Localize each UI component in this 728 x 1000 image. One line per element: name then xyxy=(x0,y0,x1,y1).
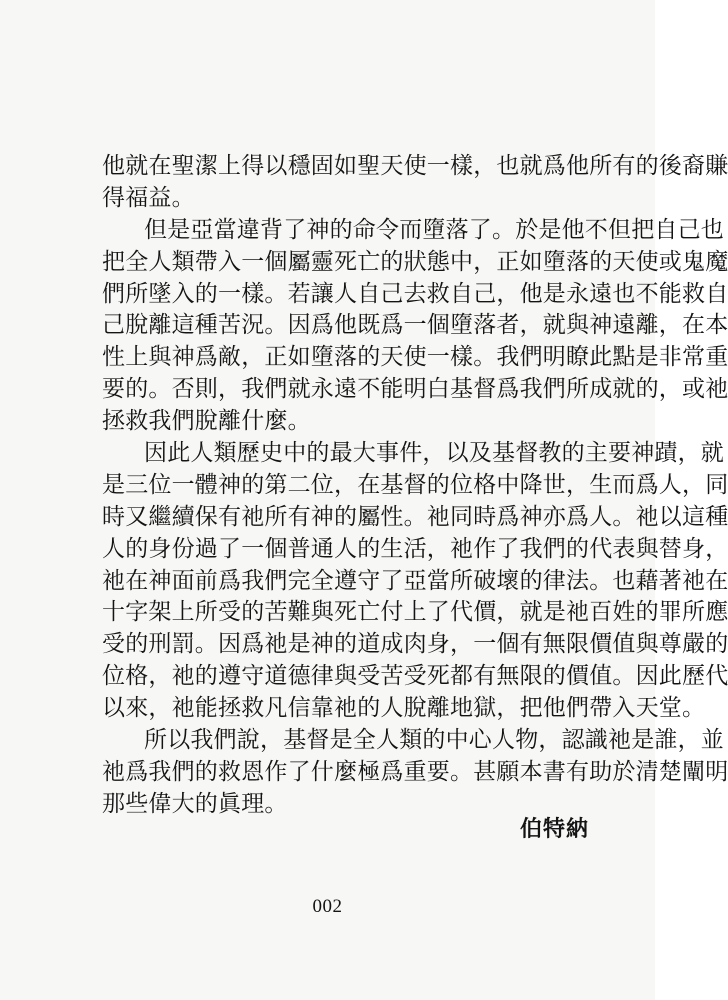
text-line: 十字架上所受的苦難與死亡付上了代價，就是祂百姓的罪所應 xyxy=(102,599,728,626)
author-signature: 伯特納 xyxy=(520,816,590,842)
text-line: 祂在神面前爲我們完全遵守了亞當所破壞的律法。也藉著祂在 xyxy=(102,567,728,594)
paragraph xyxy=(102,151,728,215)
text-line: 人的身份過了一個普通人的生活，祂作了我們的代表與替身， xyxy=(102,535,728,562)
text-line: 所以我們說，基督是全人類的中心人物，認識祂是誰，並 xyxy=(144,727,724,754)
paragraph xyxy=(102,438,728,725)
text-line: 把全人類帶入一個屬靈死亡的狀態中，正如墮落的天使或鬼魔 xyxy=(102,248,728,275)
text-line: 以來，祂能拯救凡信靠祂的人脫離地獄，把他們帶入天堂。 xyxy=(102,695,706,722)
body-text xyxy=(102,151,728,821)
text-line: 己脫離這種苦況。因爲他既爲一個墮落者，就與神遠離，在本 xyxy=(102,312,728,339)
text-line: 時又繼續保有祂所有神的屬性。祂同時爲神亦爲人。祂以這種 xyxy=(102,503,728,530)
text-line: 們所墜入的一樣。若讓人自己去救自己，他是永遠也不能救自 xyxy=(102,280,728,307)
text-line: 性上與神爲敵，正如墮落的天使一樣。我們明瞭此點是非常重 xyxy=(102,344,728,371)
text-line: 是三位一體神的第二位，在基督的位格中降世，生而爲人，同 xyxy=(102,471,728,498)
text-line: 因此人類歷史中的最大事件，以及基督教的主要神蹟，就 xyxy=(144,440,724,467)
text-line: 但是亞當違背了神的命令而墮落了。於是他不但把自己也 xyxy=(144,216,724,243)
text-line: 祂爲我們的救恩作了什麼極爲重要。甚願本書有助於清楚闡明 xyxy=(102,758,728,785)
text-line: 拯救我們脫離什麼。 xyxy=(102,408,311,435)
page-number: 002 xyxy=(312,896,343,917)
text-line: 受的刑罰。因爲祂是神的道成肉身，一個有無限價值與尊嚴的 xyxy=(102,631,728,658)
text-line: 他就在聖潔上得以穩固如聖天使一樣，也就爲他所有的後裔賺 xyxy=(102,153,728,179)
paragraph xyxy=(102,215,728,438)
text-line: 位格，祂的遵守道德律與受苦受死都有無限的價值。因此歷代 xyxy=(102,663,728,690)
paragraph xyxy=(102,725,728,821)
text-line: 得福益。 xyxy=(102,184,195,211)
text-line: 那些偉大的眞理。 xyxy=(102,790,288,817)
text-line: 要的。否則，我們就永遠不能明白基督爲我們所成就的，或祂 xyxy=(102,376,728,403)
